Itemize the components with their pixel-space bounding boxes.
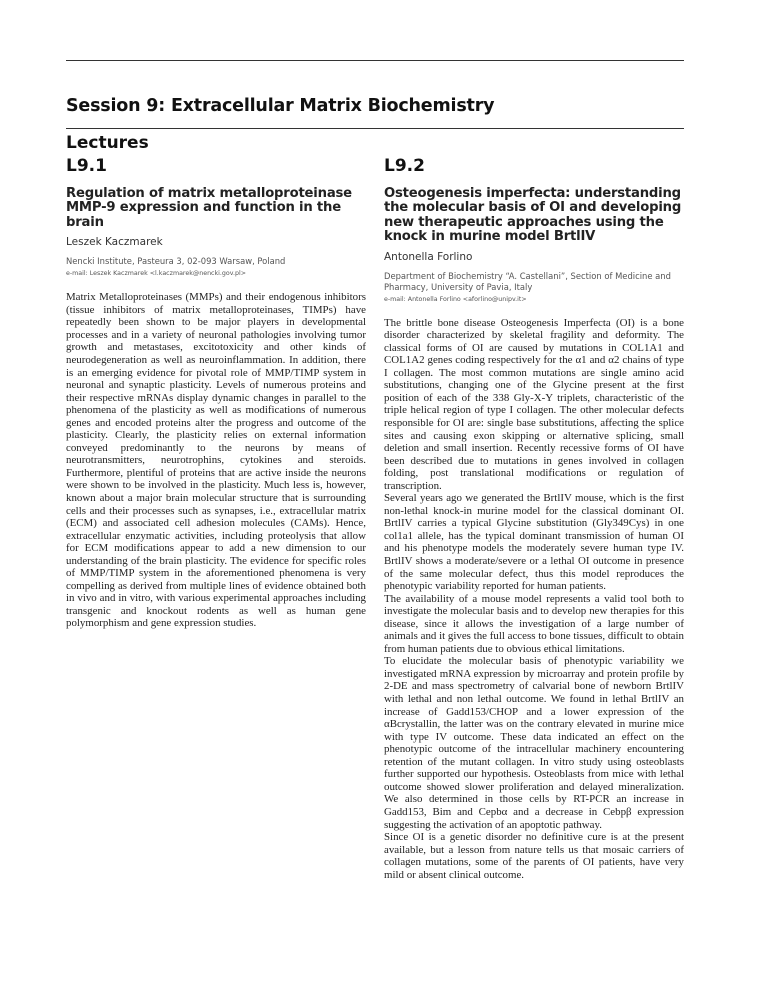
abstract-author: Leszek Kaczmarek [66, 236, 163, 249]
abstract-code: L9.1 [66, 156, 107, 176]
abstract-email: e-mail: Leszek Kaczmarek <l.kaczmarek@nencki.gov.pl> [66, 270, 247, 278]
abstract-code: L9.2 [384, 156, 425, 176]
abstract-paragraph: To elucidate the molecular basis of phenotypic variability we investigated mRNA expression by microarray and protein profile by 2-DE and mass spectrometry of calvarial bone of newborn BrtlIV with lethal and non lethal outcome. We found in lethal BrtlIV an increase of Gadd153/CHOP and a lower expression of the αBcrystallin, the latter was on the contrary elevated in murine mice with type IV outcome. These data indicated an effect on the phenotypic outcome of the intracellular machinery encountering retention of the mutant collagen. In vitro study using osteoblasts further supported our hypothesis. Osteoblasts from mice with lethal outcome showed slower proliferation and delayed mineralization. We also determined in those cells by RT-PCR an increase in Gadd153, Bim and Cepbα and a decrease in Cebpβ expression suggesting the activation of an apoptotic pathway. [384, 655, 684, 831]
abstract-paragraph: Several years ago we generated the BrtlIV mouse, which is the first non-lethal knock-in murine model for the classical dominant OI. BrtlIV carries a typical Glycine substitution (Gly349Cys) in one col1a1 allele, has the typical dominant transmission of human OI and his phenotype models the moderately severe human type IV. BrtlIV shows a moderate/severe or a lethal OI outcome in presence of the same molecular defect, thus this model reproduces the phenotypic variability reported for human patients. [384, 492, 684, 593]
abstract-affiliation: Department of Biochemistry “A. Castellani”, Section of Medicine and Pharmacy, University of Pavia, Italy [384, 270, 671, 292]
session-rule [66, 128, 684, 129]
abstract-paragraph: Matrix Metalloproteinases (MMPs) and their endogenous inhibitors (tissue inhibitors of matrix metalloproteinases, TIMPs) have repeatedly been shown to be major players in developmental processes and in a variety of neuronal pathologies involving tumor growth and metastases, excitotoxicity and other kinds of neurodegeneration as well as neuroinflammation. In addition, there is an emerging evidence for pivotal role of MMP/TIMP system in neuronal and synaptic plasticity. Levels of numerous proteins and their respective mRNAs display dynamic changes in parallel to the phenomena of the plasticity as well as modifications of numerous genes and encoded proteins alter the progress and outcome of the plasticity. Clearly, the plasticity relies on external information conveyed predominantly to the neurons by means of neurotransmitters, neurotrophins, cytokines and steroids. Furthermore, plentiful of proteins that are active inside the neurons were shown to be involved in the plasticity. Much less is, however, known about a major brain molecular structure that is surrounding cells and their processes such as synapses, i.e., extracellular matrix (ECM) and associated cell adhesion molecules (CAMs). Hence, extracellular enzymatic activities, including proteolysis that allow for ECM modifications appear to add a new dimension to our understanding of the brain plasticity. The evidence for specific roles of MMP/TIMP system in the aforementioned phenomena is very compelling as derived from multiple lines of evidence obtained both in vivo and in vitro, with various experimental approaches including transgenic and knockout rodents as well as human gene polymorphism and gene expression studies. [66, 291, 366, 630]
section-heading-lectures: Lectures [66, 133, 149, 153]
abstract-author: Antonella Forlino [384, 250, 473, 263]
abstract-affiliation: Nencki Institute, Pasteura 3, 02-093 Warsaw, Poland [66, 256, 286, 267]
abstract-paragraph: The brittle bone disease Osteogenesis Imperfecta (OI) is a bone disorder characterized by skeletal fragility and deformity. The classical forms of OI are caused by mutations in COL1A1 and COL1A2 genes coding respectively for the α1 and α2 chains of type I collagen. The most common mutations are single amino acid substitutions, changing one of the Glycine present at the first position of each of the 338 Gly-X-Y triplets, characteristic of the triple helical region of type I collagen. The other molecular defects responsible for OI are: single base substitutions, affecting the splice sites and causing exon skipping or alternative splicing, small deletion and small insertion. Recently recessive forms of OI have been described due to mutations in genes involved in collagen folding, post translational modifications or regulation of transcription. [384, 316, 684, 492]
abstract-paragraph: The availability of a mouse model represents a valid tool both to investigate the molecular basis and to develop new therapies for this disease, since it allows the investigation of a large number of animals and it gives the full access to bone tissues, difficult to obtain from human patients due to obvious ethical limitations. [384, 592, 684, 655]
abstract-left [66, 148, 366, 630]
abstract-title: Osteogenesis imperfecta: understanding the molecular basis of OI and developing new therapeutic approaches using the knock in murine model BrtlIV [384, 186, 682, 245]
abstract-right [384, 148, 684, 881]
top-rule [66, 60, 684, 61]
session-title: Session 9: Extracellular Matrix Biochemistry [66, 96, 495, 116]
abstract-email: e-mail: Antonella Forlino <aforlino@unipv.it> [384, 295, 527, 303]
abstract-body [384, 317, 684, 882]
abstract-body [66, 291, 366, 630]
abstract-paragraph: Since OI is a genetic disorder no definitive cure is at the present available, but a lesson from nature tells us that mosaic carriers of collagen mutations, some of the parents of OI patients, have very mild or absent clinical outcome. [384, 831, 684, 881]
abstract-title: Regulation of matrix metalloproteinase MMP-9 expression and function in the brain [66, 186, 352, 230]
